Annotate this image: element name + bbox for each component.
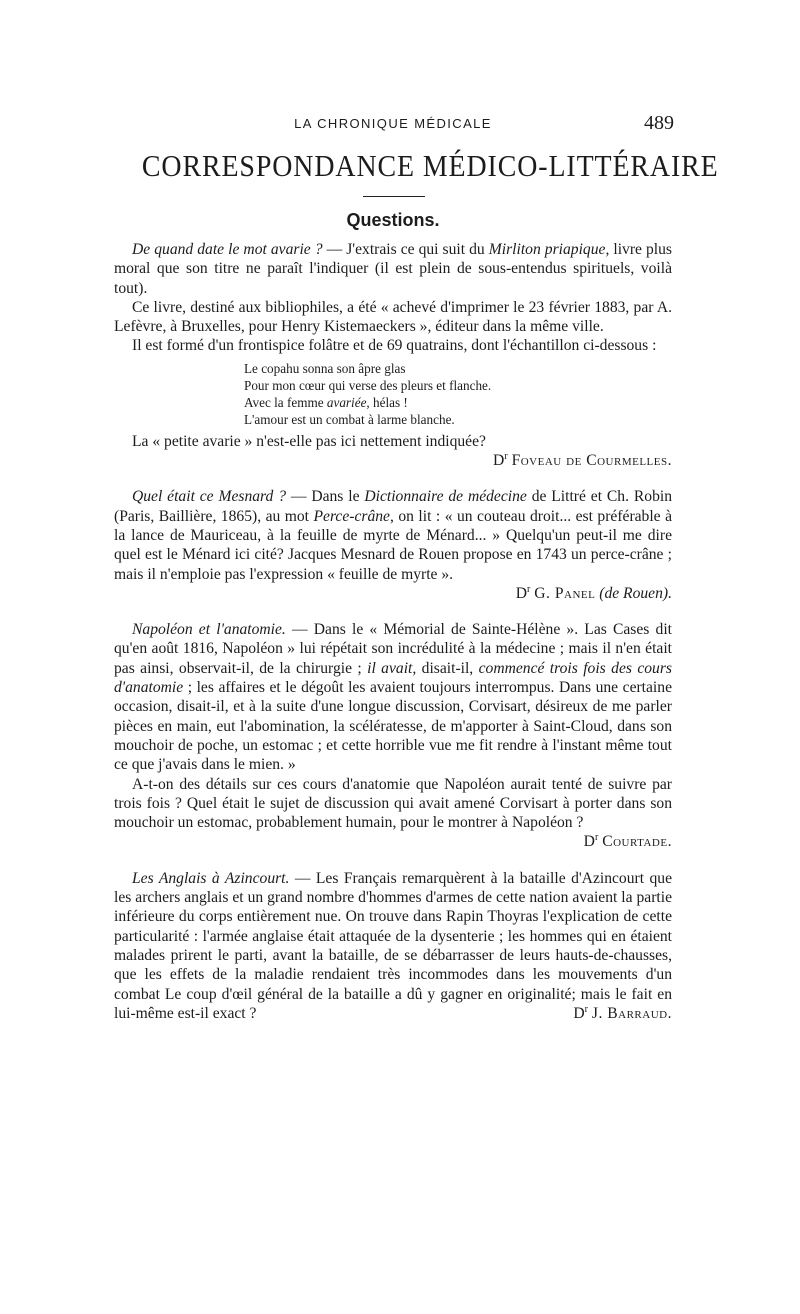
section-heading: Questions. [346,210,440,230]
q3-italic-2: commencé trois fois des cours d'anatomie [114,659,672,697]
q3-sig-dr: D [583,833,595,851]
spacer [114,603,672,620]
q4-paragraph [114,869,672,1023]
q2-text-b: de Littré et Ch. Robin (Paris, Baillière, 1865), au mot [114,488,672,525]
q2-text-c: , on lit : « un couteau droit... est préférable à la lance de Mauriceau, à la feuille de myrte de Ménard... » Quelqu'un peut-il me dire quel est le Ménard ici cité? Jacques Mesnard de Rouen propose en 1743 un perce-crâne ; mais il n'emploie pas l'expression « feuille de myrte ». [114,507,672,583]
q3-sig-name: Courtade. [602,833,672,851]
q4-signature [555,1004,672,1023]
q4-sig-dr: D [573,1004,585,1022]
page-number: 489 [644,112,674,134]
q4-lead: Les Anglais à Azincourt. [132,869,290,887]
q4-sig-name: J. Barraud. [591,1004,672,1022]
q1-paragraph-4: La « petite avarie » n'est-elle pas ici nettement indiquée? [132,432,486,450]
q1-sig-name: Foveau de Courmelles. [511,452,672,470]
q3-lead: Napoléon et l'anatomie. [132,621,286,639]
main-title: CORRESPONDANCE MÉDICO-LITTÉRAIRE [141,148,719,183]
q3-signature [566,832,672,851]
q2-sig-place: (de Rouen). [599,584,672,602]
q4-text: — Les Français remarquèrent à la bataille d'Azincourt que les archers anglais et un grand nombre d'hommes d'armes de cette nation avaient la partie inférieure du corps entièrement nue. On trouve dans Rapin Thoyras l'explication de cette particularité : l'armée anglaise était attaquée de la dysenterie ; les hommes qui en étaient malades prirent le parti, avant la bataille, de se débarrasser de leurs hauts-de-chausses, que les effets de la maladie rendaient très incommodes dans les mouvements d'un combat Le coup d'œil général de la bataille a dû y gagner en originalité; mais le fait en lui-même est-il exact ? [114,869,672,1022]
q3-text-p2: A-t-on des détails sur ces cours d'anatomie que Napoléon aurait tenté de suivre par trois fois ? Quel était le sujet de discussion qui avait amené Corvisart à porter dans son mouchoir un estomac, probablement humain, pour le montrer à Napoléon ? [114,775,672,832]
q4-sig-sup: r [584,1003,588,1015]
q2-sig-sup: r [527,583,531,595]
verse-line-1: Le copahu sonna son âpre glas [244,360,406,376]
q2-paragraph [114,487,672,583]
q2-text-a: — Dans le [286,488,365,506]
q1-book-title: Mirliton priapique [488,241,606,258]
q1-text-b: , livre plus moral que son titre ne paraît l'indiquer (il est plein de sous-entendus spirituels, voilà tout). [114,241,672,297]
verse-line-4: L'amour est un combat à larme blanche. [244,411,455,427]
running-header [114,112,672,136]
q2-word: Perce-crâne [313,507,390,525]
q3-italic-1: il avait, [367,659,417,677]
q1-paragraph-2: Ce livre, destiné aux bibliophiles, a été « achevé d'imprimer le 23 février 1883, par A. Lefèvre, à Bruxelles, pour Henry Kistemaeckers », éditeur dans la même ville. [114,298,672,336]
q2-dictionary: Dictionnaire de médecine [364,488,527,506]
q3-paragraph-2 [114,775,672,852]
q1-sig-dr: D [493,452,505,470]
verse-line-3-b: , hélas ! [366,394,408,410]
spacer [114,852,672,869]
q1-lead: De quand date le mot avarie ? [132,241,323,258]
title-rule [363,196,425,197]
q2-lead: Quel était ce Mesnard ? [132,488,286,506]
q3-text-b: disait-il, [416,659,479,677]
verse-line-2: Pour mon cœur qui verse des pleurs et flanche. [244,377,492,393]
spacer [114,470,672,487]
q3-sig-sup: r [594,832,599,844]
q3-text-c: ; les affaires et le dégoût les avaient toujours interrompus. Dans une certaine occasion, disait-il, et à la suite d'une longue discussion, Corvisart, désireux de me parler pièces en main, eut l'abomination, la scélératesse, de m'apporter à Saint-Cloud, dans son mouchoir de poche, un estomac ; et cette horrible vue me fit rendre à l'instant même tout ce que j'avais dans le mien. » [114,679,672,774]
q3-paragraph-1 [114,620,672,774]
journal-name: LA CHRONIQUE MÉDICALE [294,116,492,131]
article-body [114,240,672,1023]
verse-line-3-italic: avariée [326,394,367,410]
q3-text-a: — Dans le « Mémorial de Sainte-Hélène ». Las Cases dit qu'en août 1816, Napoléon » lui répétait son incrédulité à la médecine ; mais il n'en était pas ainsi, observait-il, de la chirurgie ; [114,621,672,677]
verse-line-3 [244,394,672,411]
q1-signature [114,451,672,470]
q1-sig-sup: r [504,450,508,462]
q1-text-a: — J'extrais ce qui suit du [322,241,489,258]
q2-signature [114,584,672,603]
q1-paragraph-1 [114,240,672,298]
verse-line-3-a: Avec la femme [244,394,327,410]
q2-sig-name: G. Panel [534,584,596,602]
q1-paragraph-3: Il est formé d'un frontispice folâtre et de 69 quatrains, dont l'échantillon ci-dessous : [132,337,657,355]
q1-verse [244,360,672,428]
q2-sig-dr: D [515,584,528,602]
